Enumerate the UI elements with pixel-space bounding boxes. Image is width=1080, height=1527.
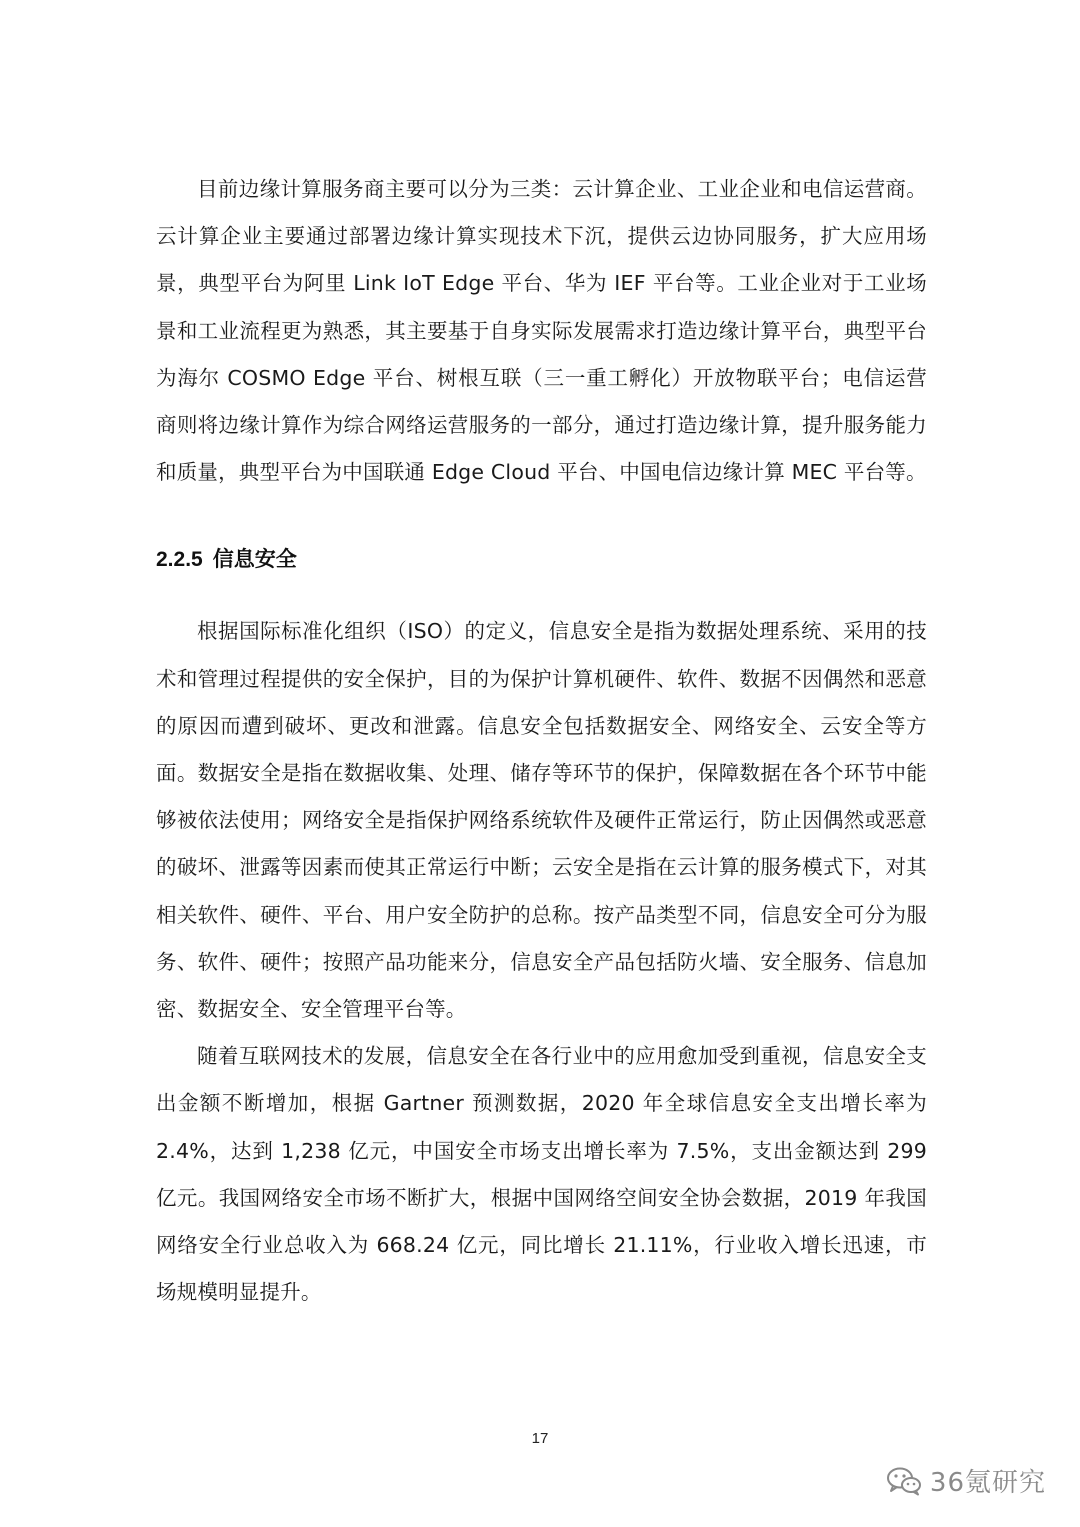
section-title: 信息安全 — [212, 548, 297, 572]
section-heading — [156, 540, 927, 580]
page-content — [156, 166, 927, 1316]
watermark — [886, 1462, 1046, 1499]
section-number: 2.2.5 — [156, 548, 203, 572]
watermark-text: 36氪研究 — [929, 1468, 1046, 1498]
page-number: 17 — [531, 1430, 549, 1447]
body-paragraph: 根据国际标准化组织（ISO）的定义，信息安全是指为数据处理系统、采用的技术和管理过程提供的安全保护，目的为保护计算机硬件、软件、数据不因偶然和恶意的原因而遭到破坏、更改和泄露。信息安全包括数据安全、网络安全、云安全等方面。数据安全是指在数据收集、处理、储存等环节的保护，保障数据在各个环节中能够被依法使用；网络安全是指保护网络系统软件及硬件正常运行，防止因偶然或恶意的破坏、泄露等因素而使其正常运行中断；云安全是指在云计算的服务模式下，对其相关软件、硬件、平台、用户安全防护的总称。按产品类型不同，信息安全可分为服务、软件、硬件；按照产品功能来分，信息安全产品包括防火墙、安全服务、信息加密、数据安全、安全管理平台等。 — [156, 619, 927, 1022]
body-paragraph: 目前边缘计算服务商主要可以分为三类：云计算企业、工业企业和电信运营商。云计算企业主要通过部署边缘计算实现技术下沉，提供云边协同服务，扩大应用场景，典型平台为阿里 Link IoT Edge 平台、华为 IEF 平台等。工业企业对于工业场景和工业流程更为熟悉，其主要基于自身实际发展需求打造边缘计算平台，典型平台为海尔 COSMO Edge 平台、树根互联（三一重工孵化）开放物联平台；电信运营商则将边缘计算作为综合网络运营服务的一部分，通过打造边缘计算，提升服务能力和质量，典型平台为中国联通 Edge Cloud 平台、中国电信边缘计算 MEC 平台等。 — [156, 177, 927, 485]
body-paragraph: 随着互联网技术的发展，信息安全在各行业中的应用愈加受到重视，信息安全支出金额不断增加，根据 Gartner 预测数据，2020 年全球信息安全支出增长率为 2.4%，达到 1,238 亿元，中国安全市场支出增长率为 7.5%，支出金额达到 299 亿元。我国网络安全市场不断扩大，根据中国网络空间安全协会数据，2019 年我国网络安全行业总收入为 668.24 亿元，同比增长 21.11%，行业收入增长迅速，市场规模明显提升。 — [156, 1044, 927, 1305]
wechat-icon — [886, 1466, 922, 1496]
